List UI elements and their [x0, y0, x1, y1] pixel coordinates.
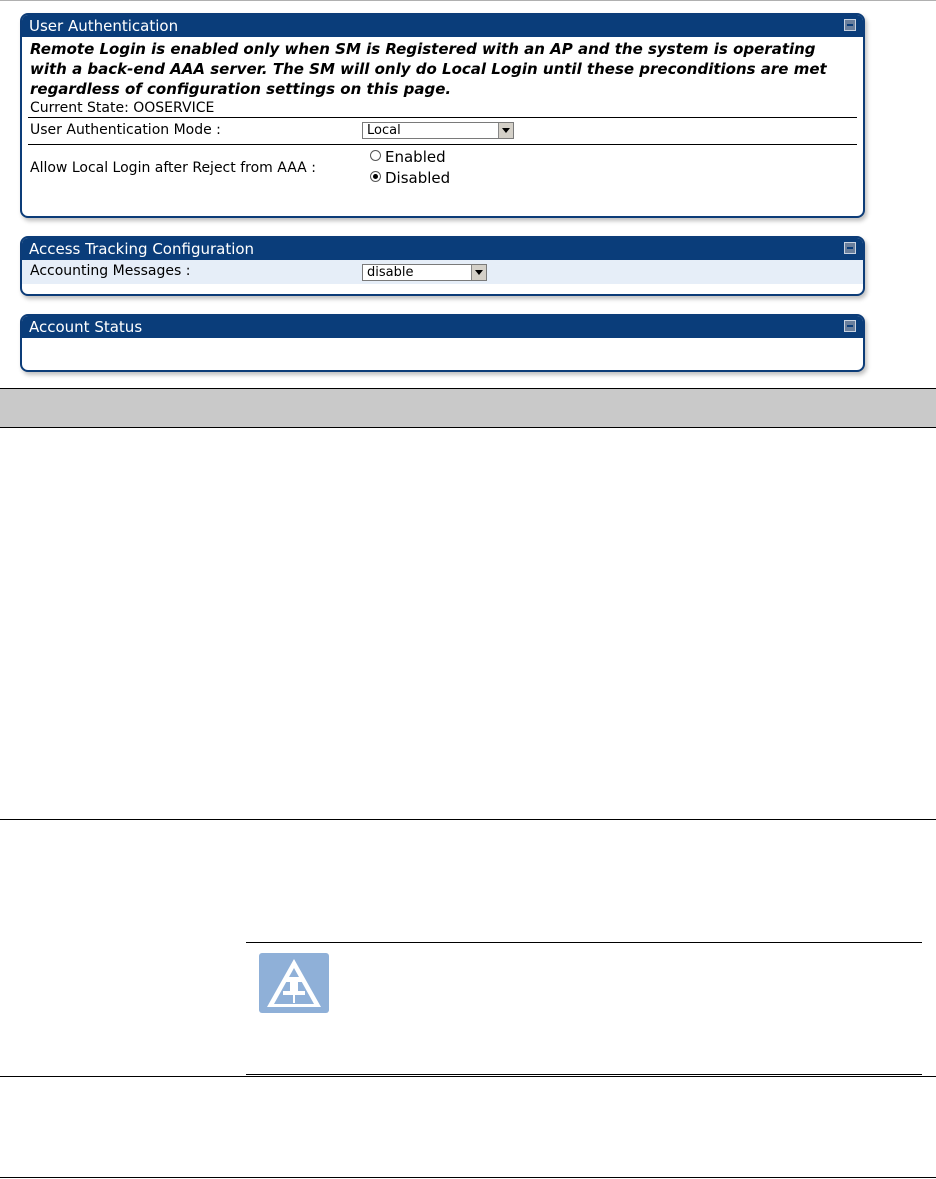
auth-mode-row — [28, 117, 857, 144]
table-bottom-rule — [0, 1177, 936, 1178]
collapse-icon[interactable] — [844, 19, 856, 31]
pushpin-note-icon-graphic — [259, 953, 329, 1013]
panel-title: User Authentication — [29, 17, 179, 35]
collapse-icon[interactable] — [844, 320, 856, 332]
access-tracking-panel — [20, 236, 865, 296]
accounting-row — [22, 260, 863, 284]
table-row-divider — [0, 1076, 936, 1077]
account-status-panel — [20, 314, 865, 372]
panel-header — [22, 15, 863, 37]
radio-disabled-label: Disabled — [385, 169, 451, 187]
collapse-icon[interactable] — [844, 242, 856, 254]
note-top-rule — [246, 942, 922, 943]
dropdown-arrow-icon[interactable] — [498, 123, 513, 138]
radio-enabled-label: Enabled — [385, 148, 446, 166]
accounting-select[interactable] — [362, 264, 487, 281]
table-row-divider — [0, 819, 936, 820]
panel-header — [22, 316, 863, 338]
accounting-value: disable — [367, 265, 414, 280]
auth-mode-label: User Authentication Mode : — [30, 122, 221, 138]
current-state: Current State: OOSERVICE — [30, 100, 215, 116]
panel-title: Access Tracking Configuration — [29, 240, 255, 258]
dropdown-arrow-icon[interactable] — [471, 265, 486, 280]
auth-mode-value: Local — [367, 123, 401, 138]
allow-local-label: Allow Local Login after Reject from AAA : — [30, 160, 316, 176]
user-authentication-panel — [20, 13, 865, 218]
radio-enabled[interactable] — [370, 148, 446, 166]
auth-notice: Remote Login is enabled only when SM is Registered with an AP and the system is operating with a back-end AAA server. The SM will only do Local Login until these preconditions are met regardless of configuration settings on this page. — [30, 40, 827, 98]
allow-local-row — [28, 144, 857, 191]
radio-disabled-icon[interactable] — [370, 171, 381, 182]
radio-enabled-icon[interactable] — [370, 150, 381, 161]
panel-title: Account Status — [29, 318, 143, 336]
panel-header — [22, 238, 863, 260]
accounting-label: Accounting Messages : — [30, 263, 191, 279]
pushpin-note-icon — [259, 953, 329, 1013]
note-bottom-rule — [246, 1074, 922, 1075]
auth-mode-select[interactable] — [362, 122, 514, 139]
table-header — [0, 388, 936, 428]
top-rule — [0, 0, 936, 1]
radio-disabled[interactable] — [370, 169, 450, 187]
